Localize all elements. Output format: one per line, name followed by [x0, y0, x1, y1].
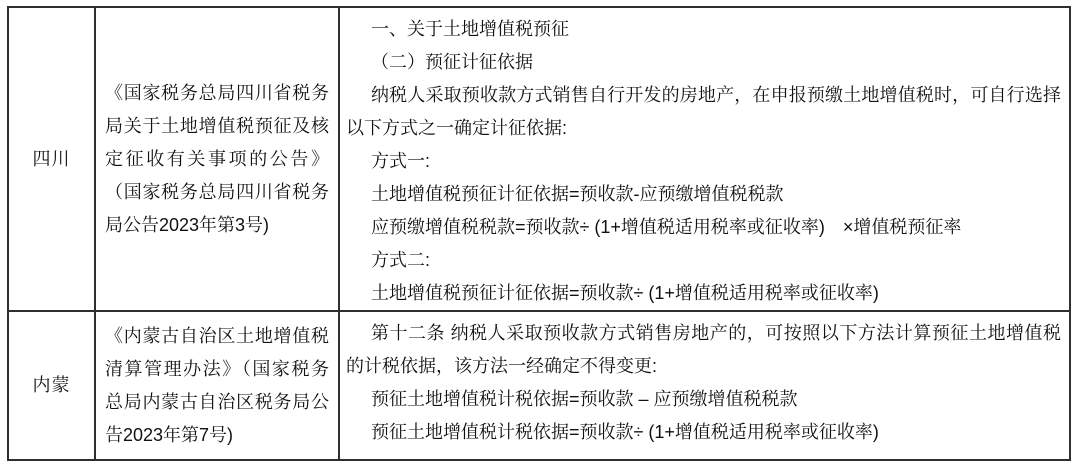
document-title-line: 局公告2023年第3号): [105, 214, 270, 235]
tax-regulation-table: [7, 6, 1071, 461]
content-line: 一、关于土地增值税预征: [371, 19, 569, 39]
document-title-line: 《国家税务总局四川省税务: [105, 82, 329, 103]
content-line: 以下方式之一确定计征依据:: [346, 118, 567, 138]
document-title-line: 定征收有关事项的公告》: [105, 148, 329, 169]
document-title-line: （国家税务总局四川省税务: [105, 181, 329, 202]
content-line: 预征土地增值税计税依据=预收款 – 应预缴增值税税款: [371, 389, 798, 409]
regulation-content-cell-neimeng: [338, 310, 1069, 459]
content-line: （二）预征计征依据: [371, 52, 533, 72]
content-line: 预征土地增值税计税依据=预收款÷ (1+增值税适用税率或征收率): [371, 422, 879, 442]
content-line: 土地增值税预征计征依据=预收款-应预缴增值税税款: [371, 184, 784, 204]
content-line: 方式一:: [371, 151, 431, 171]
document-title-line: 《内蒙古自治区土地增值税: [105, 325, 329, 346]
province-cell-neimeng: [9, 310, 94, 459]
content-line: 第十二条 纳税人采取预收款方式销售房地产的，可按照以下方法计算预征土地增值税: [371, 323, 1061, 343]
content-line: 纳税人采取预收款方式销售自行开发的房地产，在申报预缴土地增值税时，可自行选择: [371, 85, 1061, 105]
content-line: 应预缴增值税税款=预收款÷ (1+增值税适用税率或征收率) ×增值税预征率: [371, 217, 962, 237]
document-title-cell-sichuan: [94, 8, 338, 310]
document-title-line: 清算管理办法》（国家税务: [105, 358, 329, 379]
province-label: 四川: [32, 148, 71, 169]
document-title-cell-neimeng: [94, 310, 338, 459]
document-title-line: 告2023年第7号): [105, 424, 234, 445]
province-cell-sichuan: [9, 8, 94, 310]
content-line: 方式二:: [371, 250, 431, 270]
regulation-content-cell-sichuan: [338, 8, 1069, 310]
province-label: 内蒙: [32, 375, 71, 395]
content-line: 土地增值税预征计征依据=预收款÷ (1+增值税适用税率或征收率): [371, 283, 879, 303]
document-title-line: 总局内蒙古自治区税务局公: [105, 391, 329, 412]
document-title-line: 局关于土地增值税预征及核: [105, 115, 329, 136]
content-line: 的计税依据，该方法一经确定不得变更:: [346, 356, 657, 376]
